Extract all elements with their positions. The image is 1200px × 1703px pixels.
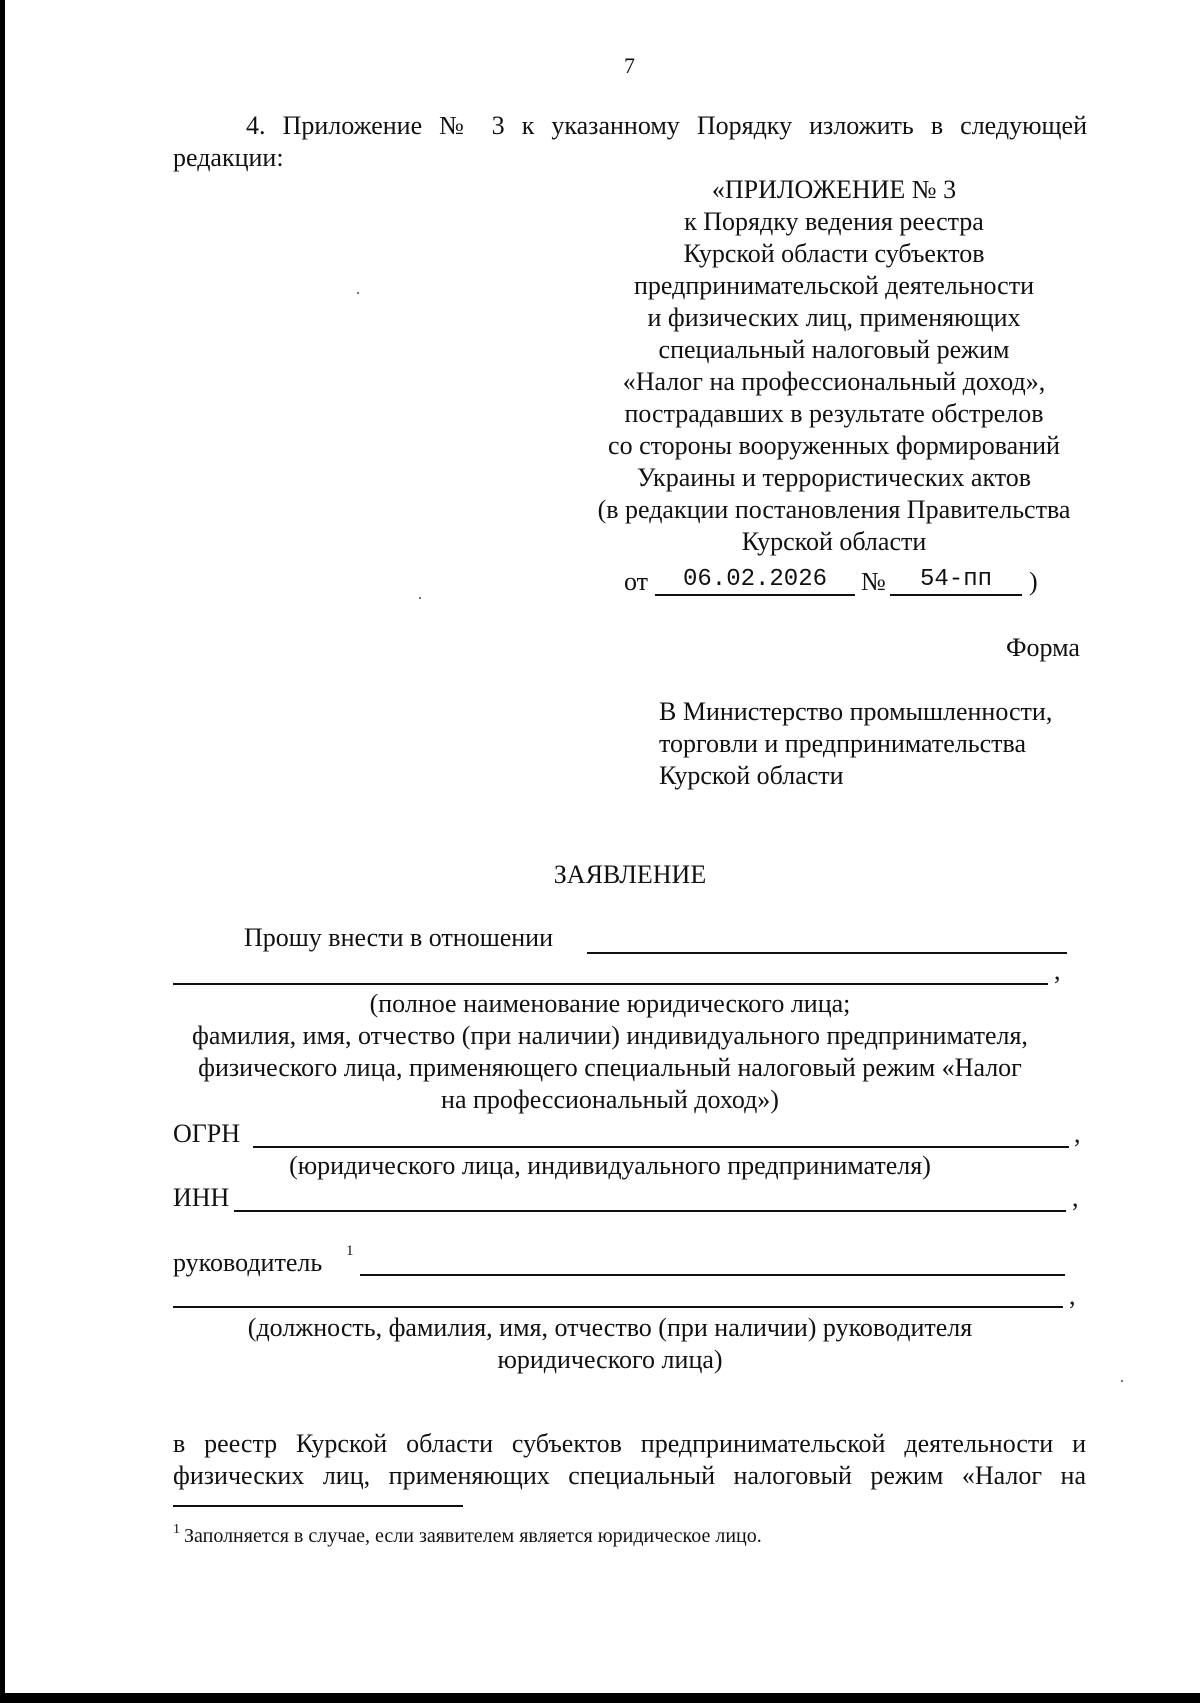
act-date: 06.02.2026 bbox=[682, 566, 828, 593]
addressee-block bbox=[659, 696, 1052, 792]
scan-speck bbox=[419, 597, 421, 599]
applicant-name-hint bbox=[150, 988, 1070, 1116]
trailing-comma: , bbox=[1069, 1281, 1076, 1310]
hint-line: юридического лица) bbox=[497, 1345, 723, 1374]
number-underline bbox=[890, 594, 1022, 596]
appendix-heading-line: пострадавших в результате обстрелов bbox=[624, 399, 1044, 428]
inn-label: ИНН bbox=[173, 1183, 230, 1212]
scan-speck bbox=[1121, 1380, 1123, 1382]
hint-line: (должность, фамилия, имя, отчество (при наличии) руководителя bbox=[247, 1313, 973, 1342]
ogrn-field[interactable] bbox=[253, 1146, 1069, 1148]
appendix-heading-line: предпринимательской деятельности bbox=[634, 271, 1034, 300]
appendix-heading bbox=[554, 174, 1114, 558]
addressee-line: торговли и предпринимательства bbox=[659, 729, 1027, 758]
request-prefix: Прошу внести в отношении bbox=[244, 923, 554, 952]
inn-field[interactable] bbox=[234, 1210, 1066, 1212]
form-label: Форма bbox=[1006, 633, 1080, 662]
scan-left-edge bbox=[0, 0, 5, 1703]
appendix-heading-line: специальный налоговый режим bbox=[658, 335, 1010, 364]
intro-line-2: редакции: bbox=[173, 143, 284, 172]
hint-line: на профессиональный доход») bbox=[441, 1085, 779, 1114]
ogrn-label: ОГРН bbox=[173, 1119, 241, 1148]
trailing-comma: , bbox=[1072, 1183, 1079, 1212]
head-field[interactable] bbox=[360, 1274, 1065, 1276]
number-label: № bbox=[861, 567, 886, 596]
footnote-separator bbox=[173, 1505, 463, 1507]
head-footnote-mark: 1 bbox=[346, 1243, 354, 1259]
scan-bottom-edge bbox=[0, 1693, 1200, 1703]
ogrn-hint: (юридического лица, индивидуального предпринимателя) bbox=[289, 1151, 931, 1180]
appendix-heading-line: Курской области bbox=[741, 527, 927, 556]
hint-line: физического лица, применяющего специальный налоговый режим «Налог bbox=[198, 1053, 1022, 1082]
date-prefix: от bbox=[624, 567, 649, 596]
date-close-paren: ) bbox=[1029, 567, 1038, 596]
footnote-text: Заполняется в случае, если заявителем является юридическое лицо. bbox=[184, 1525, 762, 1547]
applicant-name-field-continued[interactable] bbox=[173, 983, 1048, 985]
head-label: руководитель bbox=[173, 1248, 323, 1277]
applicant-name-field[interactable] bbox=[587, 952, 1067, 954]
appendix-heading-line: и физических лиц, применяющих bbox=[647, 303, 1021, 332]
appendix-heading-line: к Порядку ведения реестра bbox=[684, 207, 984, 236]
appendix-heading-line: (в редакции постановления Правительства bbox=[597, 495, 1071, 524]
appendix-heading-line: Украины и террористических актов bbox=[636, 463, 1032, 492]
appendix-heading-line: со стороны вооруженных формирований bbox=[608, 431, 1060, 460]
head-hint bbox=[150, 1312, 1070, 1376]
page-number: 7 bbox=[624, 53, 635, 78]
document-title: ЗАЯВЛЕНИЕ bbox=[553, 860, 707, 889]
trailing-comma: , bbox=[1054, 956, 1061, 985]
registry-text-line-1: в реестр Курской области субъектов предпринимательской деятельности и bbox=[173, 1429, 1086, 1458]
date-underline bbox=[655, 594, 855, 596]
footnote-mark: 1 bbox=[173, 1522, 180, 1537]
intro-line-1: 4. Приложение № 3 к указанному Порядку изложить в следующей bbox=[246, 111, 1087, 140]
appendix-heading-line: «ПРИЛОЖЕНИЕ № 3 bbox=[711, 175, 957, 204]
trailing-comma: , bbox=[1074, 1119, 1081, 1148]
scan-speck bbox=[357, 292, 359, 294]
appendix-heading-line: «Налог на профессиональный доход», bbox=[622, 367, 1046, 396]
addressee-line: Курской области bbox=[659, 761, 844, 790]
head-field-continued[interactable] bbox=[173, 1306, 1063, 1308]
hint-line: (полное наименование юридического лица; bbox=[369, 989, 851, 1018]
hint-line: фамилия, имя, отчество (при наличии) индивидуального предпринимателя, bbox=[192, 1021, 1028, 1050]
registry-text-line-2: физических лиц, применяющих специальный налоговый режим «Налог на bbox=[173, 1461, 1086, 1490]
act-number: 54-пп bbox=[919, 566, 992, 593]
addressee-line: В Министерство промышленности, bbox=[659, 697, 1053, 726]
appendix-heading-line: Курской области субъектов bbox=[683, 239, 985, 268]
